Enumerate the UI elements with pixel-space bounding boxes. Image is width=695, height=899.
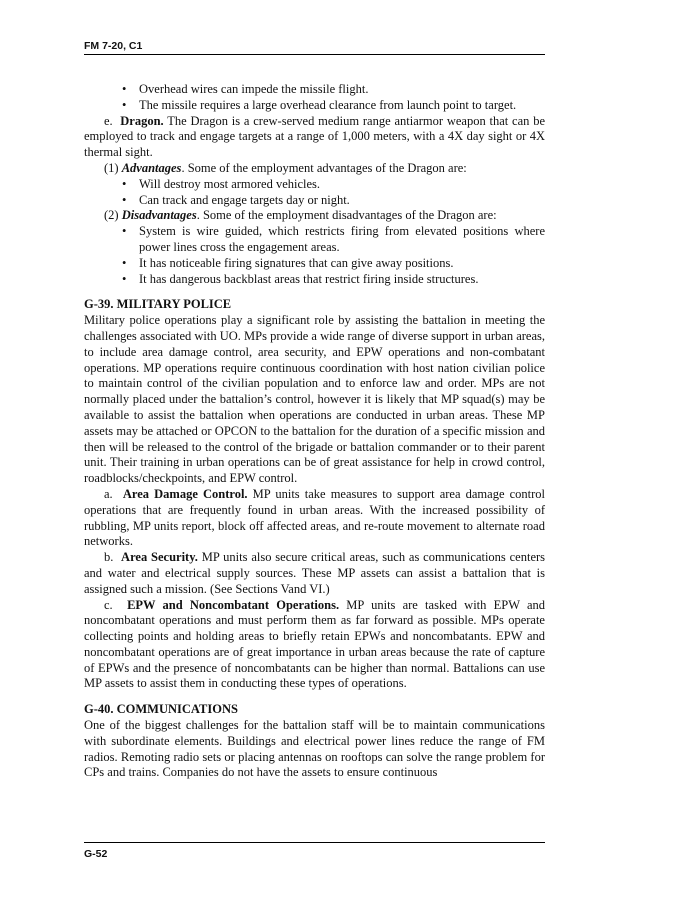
item-title: Area Security. (121, 550, 198, 565)
section-heading-g40: G-40. COMMUNICATIONS (84, 702, 238, 717)
bullet-icon: • (122, 97, 127, 112)
page-body (84, 82, 545, 781)
bullet-icon: • (122, 82, 127, 96)
bullet-text: System is wire guided, which restricts firing from elevated positions where power lines cross the engagement areas. (139, 224, 545, 254)
item-label: b. (104, 550, 114, 565)
bullet-text: Can track and engage targets day or night. (139, 192, 350, 207)
bullet-icon: • (122, 176, 127, 191)
item-label: c. (104, 597, 113, 612)
item-text: . Some of the employment advantages of the Dragon are: (181, 160, 467, 175)
footer-rule (84, 842, 545, 843)
paragraph-area-security (84, 550, 545, 597)
paragraph-dragon (84, 114, 545, 161)
item-label: e. (104, 113, 113, 128)
item-title: Advantages (121, 160, 182, 175)
running-header: FM 7-20, C1 (84, 40, 143, 52)
item-title: Dragon. (120, 113, 164, 128)
bullet-item (84, 98, 545, 114)
page-number: G-52 (84, 848, 108, 860)
item-text: MP units are tasked with EPW and noncombatant operations and must perform them as far forward as possible. MPs operate collecting points and holding areas to briefly retain EPWs and noncombatants. EPW and noncombatant operations are of great importance in urban areas because the rate of capture of EPWs and the presence of noncombatants can be higher than normal. Battalions can use MP assets to assist them in conducting these types of operations. (84, 597, 546, 691)
bullet-item (84, 256, 545, 272)
bullet-item (84, 272, 545, 288)
bullet-icon: • (122, 255, 127, 270)
bullet-icon: • (122, 192, 127, 207)
bullet-icon: • (122, 271, 127, 286)
paragraph-advantages (84, 161, 545, 177)
item-label: a. (104, 486, 113, 501)
paragraph-g40: One of the biggest challenges for the battalion staff will be to maintain communications with subordinate elements. Buildings and electrical power lines reduce the range of FM radios. Remoting radio sets or placing antennas on rooftops can solve the range problem for CPs and trains. Companies do not have the assets to ensure continuous (84, 718, 545, 780)
section-gap (84, 692, 545, 702)
item-text: MP units take measures to support area damage control operations that are frequently found in urban areas. With the increased possibility of rubbling, MP units report, block off affected areas, and re-route movement to alternate road networks. (84, 486, 546, 549)
item-title: Disadvantages (121, 208, 197, 223)
bullet-text: It has noticeable firing signatures that can give away positions. (139, 255, 454, 270)
item-label: (1) (104, 160, 119, 175)
item-text: . Some of the employment disadvantages of the Dragon are: (196, 208, 497, 223)
item-text: The Dragon is a crew-served medium range antiarmor weapon that can be employed to track and engage targets at a range of 1,000 meters, with a 4X day sight or 4X thermal sight. (84, 113, 545, 160)
bullet-item (84, 193, 545, 209)
paragraph-g39-intro: Military police operations play a significant role by assisting the battalion in meeting the challenges associated with UO. MPs provide a wide range of diverse support in urban areas, to include area damage control, area security, and EPW operations and non-combatant operations. MP operations require continuous coordination with host nation civilian police to maintain control of the civilian population and to enforce law and order. MPs are not normally placed under the battalion’s control, however it is likely that MP squad(s) may be available to assist the battalion when operations are conducted in urban areas. These MP assets may be attached or OPCON to the battalion for the duration of a specific mission and then will be released to the control of the brigade or battalion commander or to their parent unit. Their training in urban operations can be of great assistance for help in crowd control, roadblocks/checkpoints, and EPW control. (84, 313, 545, 486)
bullet-item (84, 82, 545, 98)
bullet-item (84, 224, 545, 256)
bullet-text: The missile requires a large overhead clearance from launch point to target. (139, 97, 517, 112)
paragraph-epw-operations (84, 598, 545, 693)
bullet-icon: • (122, 224, 127, 239)
item-text: MP units also secure critical areas, such as communications centers and water and electrical supply sources. These MP assets can assist a battalion that is assigned such a mission. (See Sections Vand VI.) (84, 550, 546, 596)
section-gap (84, 287, 545, 297)
bullet-text: It has dangerous backblast areas that restrict firing inside structures. (139, 271, 479, 286)
header-rule (84, 54, 545, 55)
item-label: (2) (104, 208, 119, 223)
bullet-text: Overhead wires can impede the missile flight. (139, 82, 369, 96)
item-title: Area Damage Control. (122, 486, 248, 501)
section-heading-g39: G-39. MILITARY POLICE (84, 297, 232, 312)
paragraph-disadvantages (84, 208, 545, 224)
item-title: EPW and Noncombatant Operations. (127, 597, 340, 612)
paragraph-area-damage-control (84, 487, 545, 550)
bullet-item (84, 177, 545, 193)
bullet-text: Will destroy most armored vehicles. (139, 176, 321, 191)
